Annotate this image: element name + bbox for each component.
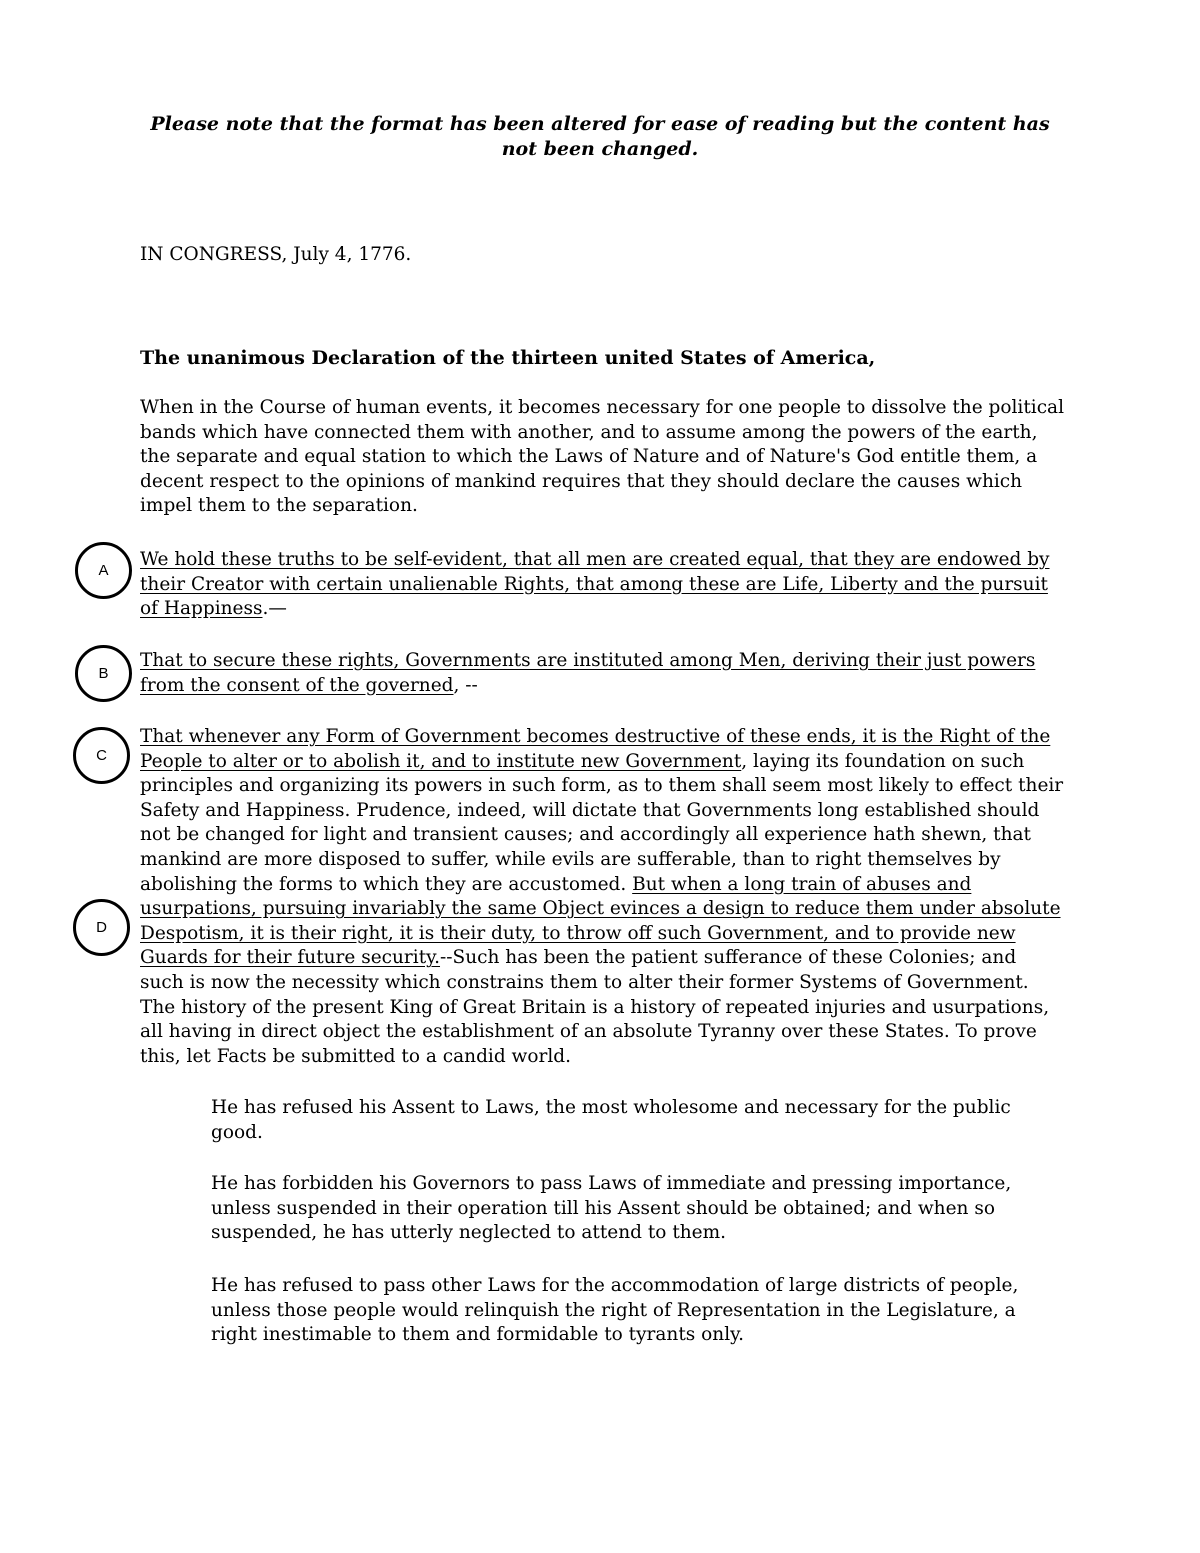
grievance-2: He has forbidden his Governors to pass Laws of immediate and pressing importance, unless suspended in their operation till his Assent should be obtained; and when so suspended, he has utterly neglected to attend to them.: [211, 1173, 1012, 1244]
paragraph-b: [140, 649, 1065, 698]
paragraph-a-tail: .—: [262, 598, 287, 620]
format-note: Please note that the format has been altered for ease of reading but the content has not been changed.: [150, 113, 1050, 160]
paragraph-d-text: --Such has been the patient sufferance of these Colonies; and such is now the necessity which constrains them to alter their former Systems of Government. The history of the present King of Great Britain is a history of repeated injuries and usurpations, all having in direct object the establishment of an absolute Tyranny over these States. To prove this, let Facts be submitted to a candid world.: [140, 947, 1050, 1067]
marker-a: A: [75, 542, 132, 599]
paragraph-a-underlined: We hold these truths to be self-evident, that all men are created equal, that they are endowed by their Creator with certain unalienable Rights, that among these are Life, Liberty and the pursuit of Happiness: [140, 549, 1050, 620]
grievance-3: He has refused to pass other Laws for the accommodation of large districts of people, unless those people would relinquish the right of Representation in the Legislature, a right inestimable to them and formidable to tyrants only.: [211, 1275, 1019, 1346]
intro-paragraph: When in the Course of human events, it becomes necessary for one people to dissolve the political bands which have connected them with another, and to assume among the powers of the earth, the separate and equal station to which the Laws of Nature and of Nature's God entitle them, a decent respect to the opinions of mankind requires that they should declare the causes which impel them to the separation.: [140, 397, 1064, 517]
marker-d: D: [73, 899, 130, 956]
grievance-1: He has refused his Assent to Laws, the most wholesome and necessary for the public good.: [211, 1097, 1011, 1143]
paragraph-c: [140, 725, 1065, 1069]
paragraph-c-text: , laying its foundation on such principles and organizing its powers in such form, as to them shall seem most likely to effect their Safety and Happiness. Prudence, indeed, will dictate that Governments long established should not be changed for light and transient causes; and accordingly all experience hath shewn, that mankind are more disposed to suffer, while evils are sufferable, than to right themselves by abolishing the forms to which they are accustomed.: [140, 750, 1064, 895]
marker-c: C: [73, 727, 130, 784]
paragraph-d-underlined: But when a long train of abuses and usurpations, pursuing invariably the same Object evinces a design to reduce them under absolute Despotism, it is their right, it is their duty, to throw off such Government, and to provide new Guards for their future security.: [140, 873, 1061, 969]
paragraph-c-underlined: That whenever any Form of Government becomes destructive of these ends, it is the Right of the People to alter or to abolish it, and to institute new Government: [140, 726, 1051, 772]
paragraph-b-underlined: That to secure these rights, Governments are instituted among Men, deriving their just powers from the consent of the governed: [140, 650, 1036, 696]
marker-b: B: [75, 645, 132, 702]
paragraph-a: [140, 548, 1065, 622]
declaration-title: The unanimous Declaration of the thirteen united States of America,: [140, 347, 876, 369]
dateline: IN CONGRESS, July 4, 1776.: [140, 244, 412, 265]
paragraph-b-tail: , --: [453, 674, 478, 696]
